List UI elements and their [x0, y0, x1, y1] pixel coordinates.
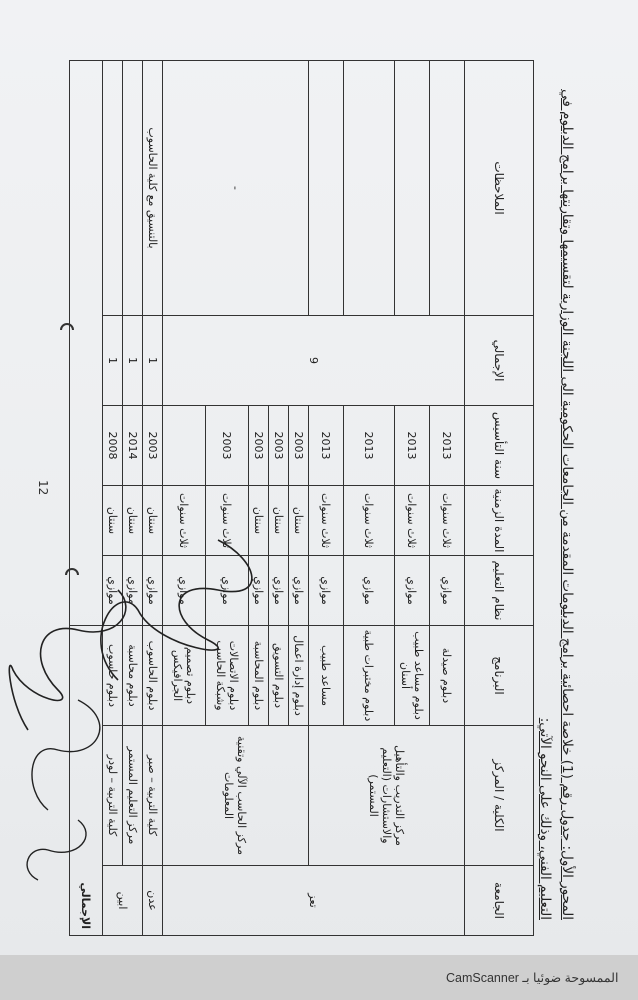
header-college: الكلية / المركز [465, 726, 534, 866]
university-cell: ابين [103, 866, 143, 936]
duration-cell: سنتان [289, 486, 309, 556]
system-cell: موازي [395, 556, 430, 626]
system-cell: موازي [103, 556, 123, 626]
year-cell: 2008 [103, 406, 123, 486]
program-cell: دبلوم صيدلة [430, 626, 465, 726]
camscanner-watermark: الممسوحة ضوئيا بـ CamScanner [446, 971, 619, 985]
year-cell: 2003 [206, 406, 249, 486]
header-total: الإجمالي [465, 316, 534, 406]
university-cell: عدن [143, 866, 163, 936]
college-cell: كلية التربية – صبر [143, 726, 163, 866]
signature-2 [9, 590, 126, 730]
program-cell: دبلوم التسويق [269, 626, 289, 726]
header-year: سنة التأسيس [465, 406, 534, 486]
college-cell: مركز التعليم المستمر [123, 726, 143, 866]
heading-line-2: التعليم الفني، وذلك على النحو الآتي: [537, 717, 553, 920]
total-cell: 1 [103, 316, 123, 406]
college-cell: مركز الحاسب الآلي وتقنية المعلومات [163, 726, 309, 866]
program-cell: دبلوم حاسوب [103, 626, 123, 726]
system-cell: موازي [430, 556, 465, 626]
program-cell: مساعد طبيب [309, 626, 344, 726]
grand-total-label: الإجمالي [70, 626, 103, 936]
duration-cell: ثلاث سنوات [395, 486, 430, 556]
year-cell: 2003 [143, 406, 163, 486]
notes-cell: - [163, 61, 309, 316]
total-cell: 1 [143, 316, 163, 406]
year-cell: 2013 [430, 406, 465, 486]
duration-cell: سنتان [249, 486, 269, 556]
year-cell: 2013 [309, 406, 344, 486]
year-cell: 2003 [249, 406, 269, 486]
punch-hole-mark-1 [61, 324, 73, 330]
notes-cell: بالتنسيق مع كلية الحاسوب [143, 61, 163, 316]
program-cell: دبلوم الحاسوب [143, 626, 163, 726]
heading-line-1: المحور الأول: جدول رقم (1) خلاصة احصائية برامج الدبلومات المقدمة من الجامعات الحكومية الى اللجنة الوزارية لتقسيمها وتقارنتها برامج الدبلوم في [559, 89, 575, 920]
program-cell: دبلوم تصميم الجرافيكس [163, 626, 206, 726]
system-cell: موازي [344, 556, 395, 626]
header-system: نظام التعليم [465, 556, 534, 626]
system-cell: موازي [309, 556, 344, 626]
college-cell: مركز التدريب والتأهيل والاستشارات (التعليم المستمر) [309, 726, 465, 866]
year-cell: 2013 [344, 406, 395, 486]
college-cell: كلية التربية – لودر [103, 726, 123, 866]
duration-cell: ثلاث سنوات [344, 486, 395, 556]
total-cell: 1 [123, 316, 143, 406]
program-cell: دبلوم الاتصالات وشبكة الحاسب [206, 626, 249, 726]
punch-hole-mark-2 [66, 569, 78, 575]
duration-cell: سنتان [269, 486, 289, 556]
header-duration: المدة الزمنية [465, 486, 534, 556]
system-cell: موازي [269, 556, 289, 626]
duration-cell: ثلاث سنوات [163, 486, 206, 556]
year-cell: 2014 [123, 406, 143, 486]
grand-total-value: 12 [36, 480, 50, 496]
duration-cell: ثلاث سنوات [309, 486, 344, 556]
system-cell: موازي [206, 556, 249, 626]
total-cell: 9 [163, 316, 465, 406]
header-notes: الملاحظات [465, 61, 534, 316]
system-cell: موازي [249, 556, 269, 626]
duration-cell: سنتان [143, 486, 163, 556]
program-cell: دبلوم إدارة اعمال [289, 626, 309, 726]
program-cell: دبلوم مختبرات طبية [344, 626, 395, 726]
program-cell: دبلوم محاسبة [123, 626, 143, 726]
system-cell: موازي [289, 556, 309, 626]
header-program: البرنامج [465, 626, 534, 726]
duration-cell: سنتان [123, 486, 143, 556]
duration-cell: ثلاث سنوات [430, 486, 465, 556]
program-cell: دبلوم المحاسبة [249, 626, 269, 726]
duration-cell: ثلاث سنوات [206, 486, 249, 556]
duration-cell: سنتان [103, 486, 123, 556]
year-cell: 2003 [269, 406, 289, 486]
signature-1 [101, 540, 252, 680]
system-cell: موازي [143, 556, 163, 626]
system-cell: موازي [163, 556, 206, 626]
signature-3 [32, 700, 100, 810]
university-cell: تعز [163, 866, 465, 936]
header-university: الجامعة [465, 866, 534, 936]
signature-4 [27, 820, 86, 880]
year-cell: 2003 [289, 406, 309, 486]
year-cell: 2013 [395, 406, 430, 486]
system-cell: موازي [123, 556, 143, 626]
program-cell: دبلوم مساعد طبيب أسنان [395, 626, 430, 726]
